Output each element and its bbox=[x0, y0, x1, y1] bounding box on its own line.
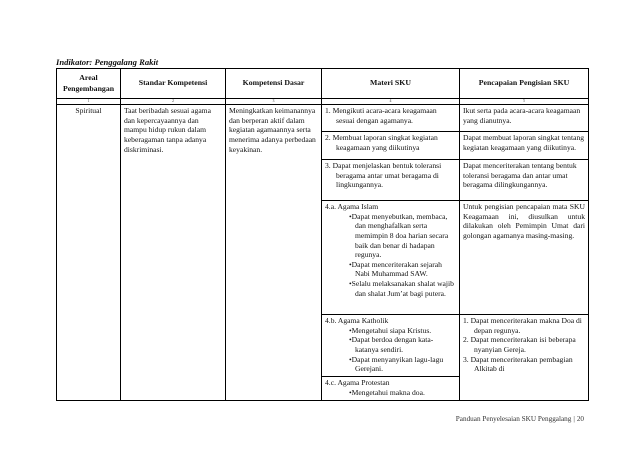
list-item-text: Dapat berdoa dengan kata-katanya sendiri. bbox=[351, 335, 434, 354]
materi-cell-katholik bbox=[322, 315, 460, 377]
indicator-title: Indikator: Penggalang Rakit bbox=[56, 57, 159, 67]
list-item: •Mengetahui siapa Kristus. bbox=[349, 325, 432, 335]
materi-cell bbox=[322, 105, 460, 132]
column-number: 1 bbox=[57, 99, 121, 105]
list-item: •Selalu melaksanakan shalat wajib dan shalat Jum’at bagi putera. bbox=[349, 279, 454, 298]
header-standar-kompetensi: Standar Kompetensi bbox=[121, 69, 226, 99]
list-item-text: Dapat menyanyikan lagu-lagu Gerejani. bbox=[351, 354, 444, 374]
materi-cell-protestan bbox=[322, 377, 460, 401]
protestan-heading: 4.c. Agama Protestan bbox=[325, 378, 390, 387]
footer-separator: | bbox=[573, 415, 575, 423]
materi-cell bbox=[322, 132, 460, 160]
pencapaian-cell: Dapat menceriterakan tentang bentuk toleransi beragama dan antar umat beragama dilingkungannya. bbox=[460, 160, 589, 201]
header-kompetensi-dasar: Kompetensi Dasar bbox=[226, 69, 322, 99]
materi-text: 2. Membuat laporan singkat kegiatan keagamaan yang diikutinya bbox=[325, 133, 438, 152]
sku-table bbox=[56, 68, 589, 401]
column-number: 5 bbox=[460, 99, 589, 105]
column-number: 2 bbox=[121, 99, 226, 105]
column-number: 3 bbox=[226, 99, 322, 105]
katholik-heading: 4.b. Agama Katholik bbox=[325, 316, 389, 325]
kompetensi-dasar-cell: Meningkatkan keimanannya dan berperan aktif dalam kegiatan agamaannya serta menerima adanya perbedaan keyakinan. bbox=[226, 105, 322, 401]
materi-cell-islam bbox=[322, 201, 460, 315]
header-materi-sku: Materi SKU bbox=[322, 69, 460, 99]
pencapaian-cell: Ikut serta pada acara-acara keagamaan yang dianutnya. bbox=[460, 105, 589, 132]
standar-kompetensi-cell: Taat beribadah sesuai agama dan kepercayaannya dan mampu hidup rukun dalam keberagaman tanpa adanya diskriminasi. bbox=[121, 105, 226, 401]
column-number: 4 bbox=[322, 99, 460, 105]
header-area: Areal Pengembangan bbox=[57, 69, 121, 99]
list-item: 3. Dapat menceriterakan pembagian Alkitab di bbox=[463, 354, 573, 374]
materi-text: 3. Dapat menjelaskan bentuk toleransi beragama antar umat beragama di lingkungannya. bbox=[325, 161, 442, 190]
list-item-text: Selalu melaksanakan shalat wajib dan shalat Jum’at bagi putera. bbox=[351, 279, 454, 298]
page-number: 20 bbox=[576, 415, 584, 423]
list-item: 2. Dapat menceriterakan isi beberapa nyanyian Gereja. bbox=[463, 335, 576, 354]
page-footer bbox=[456, 415, 584, 423]
list-item: •Dapat menyebutkan, membaca, dan menghafalkan serta memimpin 8 doa harian secara baik dan benar di hadapan regunya. bbox=[349, 211, 449, 260]
list-item: •Dapat berdoa dengan kata-katanya sendiri. bbox=[349, 335, 434, 354]
list-item-text: Mengetahui makna doa. bbox=[351, 387, 425, 397]
islam-heading: 4.a. Agama Islam bbox=[325, 202, 379, 211]
materi-text: 1. Mengikuti acara-acara keagamaan sesuai dengan agamanya. bbox=[325, 106, 437, 125]
list-item: •Dapat menceriterakan sejarah Nabi Muhammad SAW. bbox=[349, 259, 442, 279]
table-row bbox=[57, 105, 589, 132]
list-item: 1. Dapat menceriterakan makna Doa di depan regunya. bbox=[463, 316, 582, 335]
header-row bbox=[57, 69, 589, 99]
list-item-text: Dapat menyebutkan, membaca, dan menghafalkan serta memimpin 8 doa harian secara baik dan benar di hadapan regunya. bbox=[351, 211, 449, 260]
list-item-text: Dapat menceriterakan sejarah Nabi Muhammad SAW. bbox=[351, 259, 442, 279]
area-cell: Spiritual bbox=[57, 105, 121, 401]
pencapaian-cell: Dapat membuat laporan singkat tentang kegiatan keagamaan yang diikutinya. bbox=[460, 132, 589, 160]
pencapaian-cell-kristen bbox=[460, 315, 589, 401]
list-item-text: Mengetahui siapa Kristus. bbox=[351, 325, 432, 335]
list-item: •Dapat menyanyikan lagu-lagu Gerejani. bbox=[349, 354, 444, 374]
list-item: •Mengetahui makna doa. bbox=[349, 387, 425, 397]
materi-cell bbox=[322, 160, 460, 201]
header-pencapaian: Pencapaian Pengisian SKU bbox=[460, 69, 589, 99]
footer-text: Panduan Penyelesaian SKU Penggalang bbox=[455, 415, 572, 423]
pencapaian-cell-islam: Untuk pengisian pencapaian mata SKU Keagamaan ini, diusulkan untuk dilakukan oleh Pemimpin Umat dari golongan agamanya masing-masing. bbox=[460, 201, 589, 315]
